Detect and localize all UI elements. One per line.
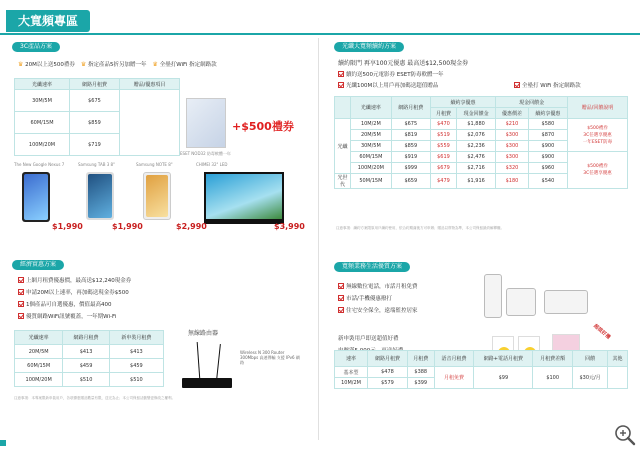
th: 語音月租費 xyxy=(434,351,474,367)
r-sec2-item2-1: 新申裝用戶即送超值好禮 xyxy=(338,336,399,342)
cell: $510 xyxy=(109,373,163,387)
sec1-title: 3C產品方案 xyxy=(12,42,60,52)
cell: 30M/5M xyxy=(15,90,70,112)
cell-empty xyxy=(608,367,628,389)
group-label: 光世代 xyxy=(335,174,351,189)
cell: $960 xyxy=(528,163,567,174)
cell: 10M/2M xyxy=(351,119,392,130)
coupon-caption: ESET NOD32 防毒軟體一年 xyxy=(180,151,231,156)
device-name-3: Samsung NOTE 8" xyxy=(136,162,173,167)
cell: 100M/20M xyxy=(15,134,70,156)
badge-3: ♛ 全壘打WiFi 指定網路款 xyxy=(152,61,217,68)
cell: $2,476 xyxy=(457,152,496,163)
note8-image xyxy=(143,172,171,220)
coupon-label: +$500禮券 xyxy=(232,120,294,133)
r-sec2-item-3: 住宅安全保全，遠端監控居家 xyxy=(338,306,418,314)
cell: $2,076 xyxy=(457,130,496,141)
cell: 100M/20M xyxy=(15,373,63,387)
notes-cell: $500禮券 3C任選享優惠 一年ESET防毒 xyxy=(568,119,628,152)
cell: $579 xyxy=(368,378,408,389)
gift-cell xyxy=(120,90,180,156)
sec2-item-1: 上網月租費優惠價，最高送$12,240現金券 xyxy=(18,276,131,284)
cell: $388 xyxy=(407,367,434,378)
price-3: $2,990 xyxy=(176,222,207,231)
r-sec1-table xyxy=(334,96,628,189)
cell: $30元/月 xyxy=(573,367,608,389)
th: 速率 xyxy=(335,351,368,367)
cell: $540 xyxy=(528,174,567,189)
title-rule xyxy=(0,33,640,35)
cell: $399 xyxy=(407,378,434,389)
page-title: 大寬頻專區 xyxy=(6,10,90,32)
th: 優惠價差 xyxy=(496,108,529,119)
cell: 60M/15M xyxy=(15,359,63,373)
cell: $100 xyxy=(533,367,573,389)
alarm-panel-image xyxy=(544,290,588,314)
cell: 50M/15M xyxy=(351,174,392,189)
device-name-1: The New Google Nexus 7 xyxy=(14,162,65,167)
cell: 20M/5M xyxy=(15,345,63,359)
cell: $859 xyxy=(391,141,430,152)
sec2-item-3: 1個產品可自選優惠，價值最高400 xyxy=(18,300,112,308)
th: 網路月租費 xyxy=(63,331,109,345)
cell: $510 xyxy=(63,373,109,387)
router-image xyxy=(182,378,232,388)
crown-icon: ♛ xyxy=(80,61,87,68)
right-page xyxy=(330,38,632,446)
check-icon xyxy=(18,289,24,295)
th: 續約享優惠 xyxy=(528,108,567,119)
th: 回饋 xyxy=(573,351,608,367)
check-icon xyxy=(338,82,344,88)
cell: $619 xyxy=(430,152,456,163)
sec1-badges xyxy=(18,60,217,68)
cell: $675 xyxy=(391,119,430,130)
cell: $870 xyxy=(528,130,567,141)
cell: 20M/5M xyxy=(351,130,392,141)
th: 月租費差額 xyxy=(533,351,573,367)
sec2-item-4: 優質網路WiFi訊號覆蓋，一年期Wi-Fi xyxy=(18,312,116,320)
r-sec1-line-1: 續約送500元電影券 ESET防毒軟體一年 xyxy=(338,70,444,78)
gift-tag: 超值好禮 xyxy=(592,323,612,341)
price-1: $1,990 xyxy=(52,222,83,231)
cell: $320 xyxy=(496,163,529,174)
cell: $459 xyxy=(63,359,109,373)
sec2-item-2: 申請20M以上速率，再加碼送現金券$500 xyxy=(18,288,129,296)
left-page xyxy=(8,38,308,446)
th: 新申裝月租費 xyxy=(109,331,163,345)
cell: $675 xyxy=(70,90,120,112)
cell: $819 xyxy=(391,130,430,141)
cell: $180 xyxy=(496,174,529,189)
crown-icon: ♛ xyxy=(152,61,158,68)
th: 網路+電話月租費 xyxy=(474,351,533,367)
cell: $210 xyxy=(496,119,529,130)
right-footnote: 注意事項：續約方案限原用戶續約使用，依合約期滿後方可申辦；贈品以實物為準，本公司保留最終解釋權。 xyxy=(336,226,504,230)
page-divider xyxy=(318,38,319,440)
cell: 基本型 xyxy=(335,367,368,378)
check-icon xyxy=(338,71,344,77)
th: 網路月租費 xyxy=(391,97,430,119)
cell: $719 xyxy=(70,134,120,156)
th-group xyxy=(335,97,351,119)
badge-1: ♛ 20M以上送500禮券 xyxy=(18,61,75,68)
check-icon xyxy=(18,277,24,283)
device-name-2: Samsung TAB 3 8" xyxy=(78,162,115,167)
phone-handset-image xyxy=(484,274,502,318)
th: 現金回饋金 xyxy=(457,108,496,119)
cell: $300 xyxy=(496,152,529,163)
router-desc: Wireless N 300 Router 300Mbps 高速傳輸 支援 IPv6 網路 xyxy=(240,350,300,365)
cell: $900 xyxy=(528,152,567,163)
router-title: 無線路由器 xyxy=(188,330,219,337)
r-sec2-item-1: 無線數位電話，市話月租免費 xyxy=(338,282,418,290)
cell: 月租免費 xyxy=(434,367,474,389)
r-sec2-title: 寬頻業務生活優質方案 xyxy=(334,262,410,272)
cell: $99 xyxy=(474,367,533,389)
th-notes: 贈品/回饋說明 xyxy=(568,97,628,119)
cell: $519 xyxy=(430,130,456,141)
r-sec1-lead: 續約限門 再享100元優惠 最高送$12,500現金券 xyxy=(338,60,469,67)
th: 月租費 xyxy=(407,351,434,367)
eset-box-image xyxy=(186,98,226,148)
sec2-table xyxy=(14,330,164,387)
th-rate: 光纖速率 xyxy=(15,79,70,90)
notes-cell-2: $500禮券 3C任選享優惠 xyxy=(568,152,628,189)
cell: $413 xyxy=(109,345,163,359)
th-gift: 贈品/優惠項目 xyxy=(120,79,180,90)
cell: $580 xyxy=(528,119,567,130)
cell: $413 xyxy=(63,345,109,359)
cell: $478 xyxy=(368,367,408,378)
device-name-4: CHIMEI 32" LED xyxy=(196,162,228,167)
cell: $679 xyxy=(430,163,456,174)
sec1-table xyxy=(14,78,180,156)
cell: $459 xyxy=(109,359,163,373)
th: 續約享優惠 xyxy=(430,97,495,108)
r-sec1-title: 光纖大寬頻續約方案 xyxy=(334,42,404,52)
page-number-marker xyxy=(0,440,6,446)
cell: $900 xyxy=(528,141,567,152)
cell: $1,916 xyxy=(457,174,496,189)
th: 現金回饋金 xyxy=(496,97,568,108)
cell: $300 xyxy=(496,141,529,152)
check-icon xyxy=(18,301,24,307)
th: 光纖速率 xyxy=(351,97,392,119)
th: 網路月租費 xyxy=(368,351,408,367)
cell: $300 xyxy=(496,130,529,141)
cell: $559 xyxy=(430,141,456,152)
cell: $479 xyxy=(430,174,456,189)
router-antenna xyxy=(197,342,201,380)
phone-base-image xyxy=(506,288,536,316)
price-4: $3,990 xyxy=(274,222,305,231)
crown-icon: ♛ xyxy=(18,61,24,68)
th: 光纖速率 xyxy=(15,331,63,345)
cell: 60M/15M xyxy=(15,112,70,134)
tab3-image xyxy=(86,172,114,220)
check-icon xyxy=(18,313,24,319)
cell: 10M/2M xyxy=(335,378,368,389)
nexus-image xyxy=(22,172,50,222)
check-icon xyxy=(338,283,344,289)
zoom-icon[interactable] xyxy=(614,424,636,446)
cell: $859 xyxy=(70,112,120,134)
check-icon xyxy=(338,307,344,313)
sec2-title: 經濟實惠方案 xyxy=(12,260,64,270)
group-label: 光纖 xyxy=(335,119,351,174)
cell: $919 xyxy=(391,152,430,163)
badge-2: ♛ 指定產品5折另加贈一年 xyxy=(80,61,147,68)
r-sec1-line-2: 光纖100M以上用戶再加碼送超值贈品 xyxy=(338,81,438,89)
tv-image xyxy=(204,172,284,224)
price-2: $1,990 xyxy=(112,222,143,231)
check-icon xyxy=(514,82,520,88)
r-sec2-table xyxy=(334,350,628,389)
router-antenna xyxy=(216,344,221,380)
check-icon xyxy=(338,295,344,301)
cell: $470 xyxy=(430,119,456,130)
r-sec2-item-2: 市話/手機優惠撥打 xyxy=(338,294,392,302)
cell: $659 xyxy=(391,174,430,189)
cell: $1,880 xyxy=(457,119,496,130)
header-bar xyxy=(0,0,640,36)
th-fee: 網路月租費 xyxy=(70,79,120,90)
r-sec1-line-3: 全壘打 WiFi 指定網路款 xyxy=(514,81,581,89)
cell: $2,236 xyxy=(457,141,496,152)
th: 月租費 xyxy=(430,108,456,119)
cell: $2,716 xyxy=(457,163,496,174)
cell: 60M/15M xyxy=(351,152,392,163)
th: 其他 xyxy=(608,351,628,367)
cell: 30M/5M xyxy=(351,141,392,152)
left-footnote: 注意事項：本專案限新申裝用戶，各項優惠贈品數量有限，送完為止；本公司保留活動變更修改之權利。 xyxy=(14,396,175,400)
cell: 100M/20M xyxy=(351,163,392,174)
cell: $999 xyxy=(391,163,430,174)
